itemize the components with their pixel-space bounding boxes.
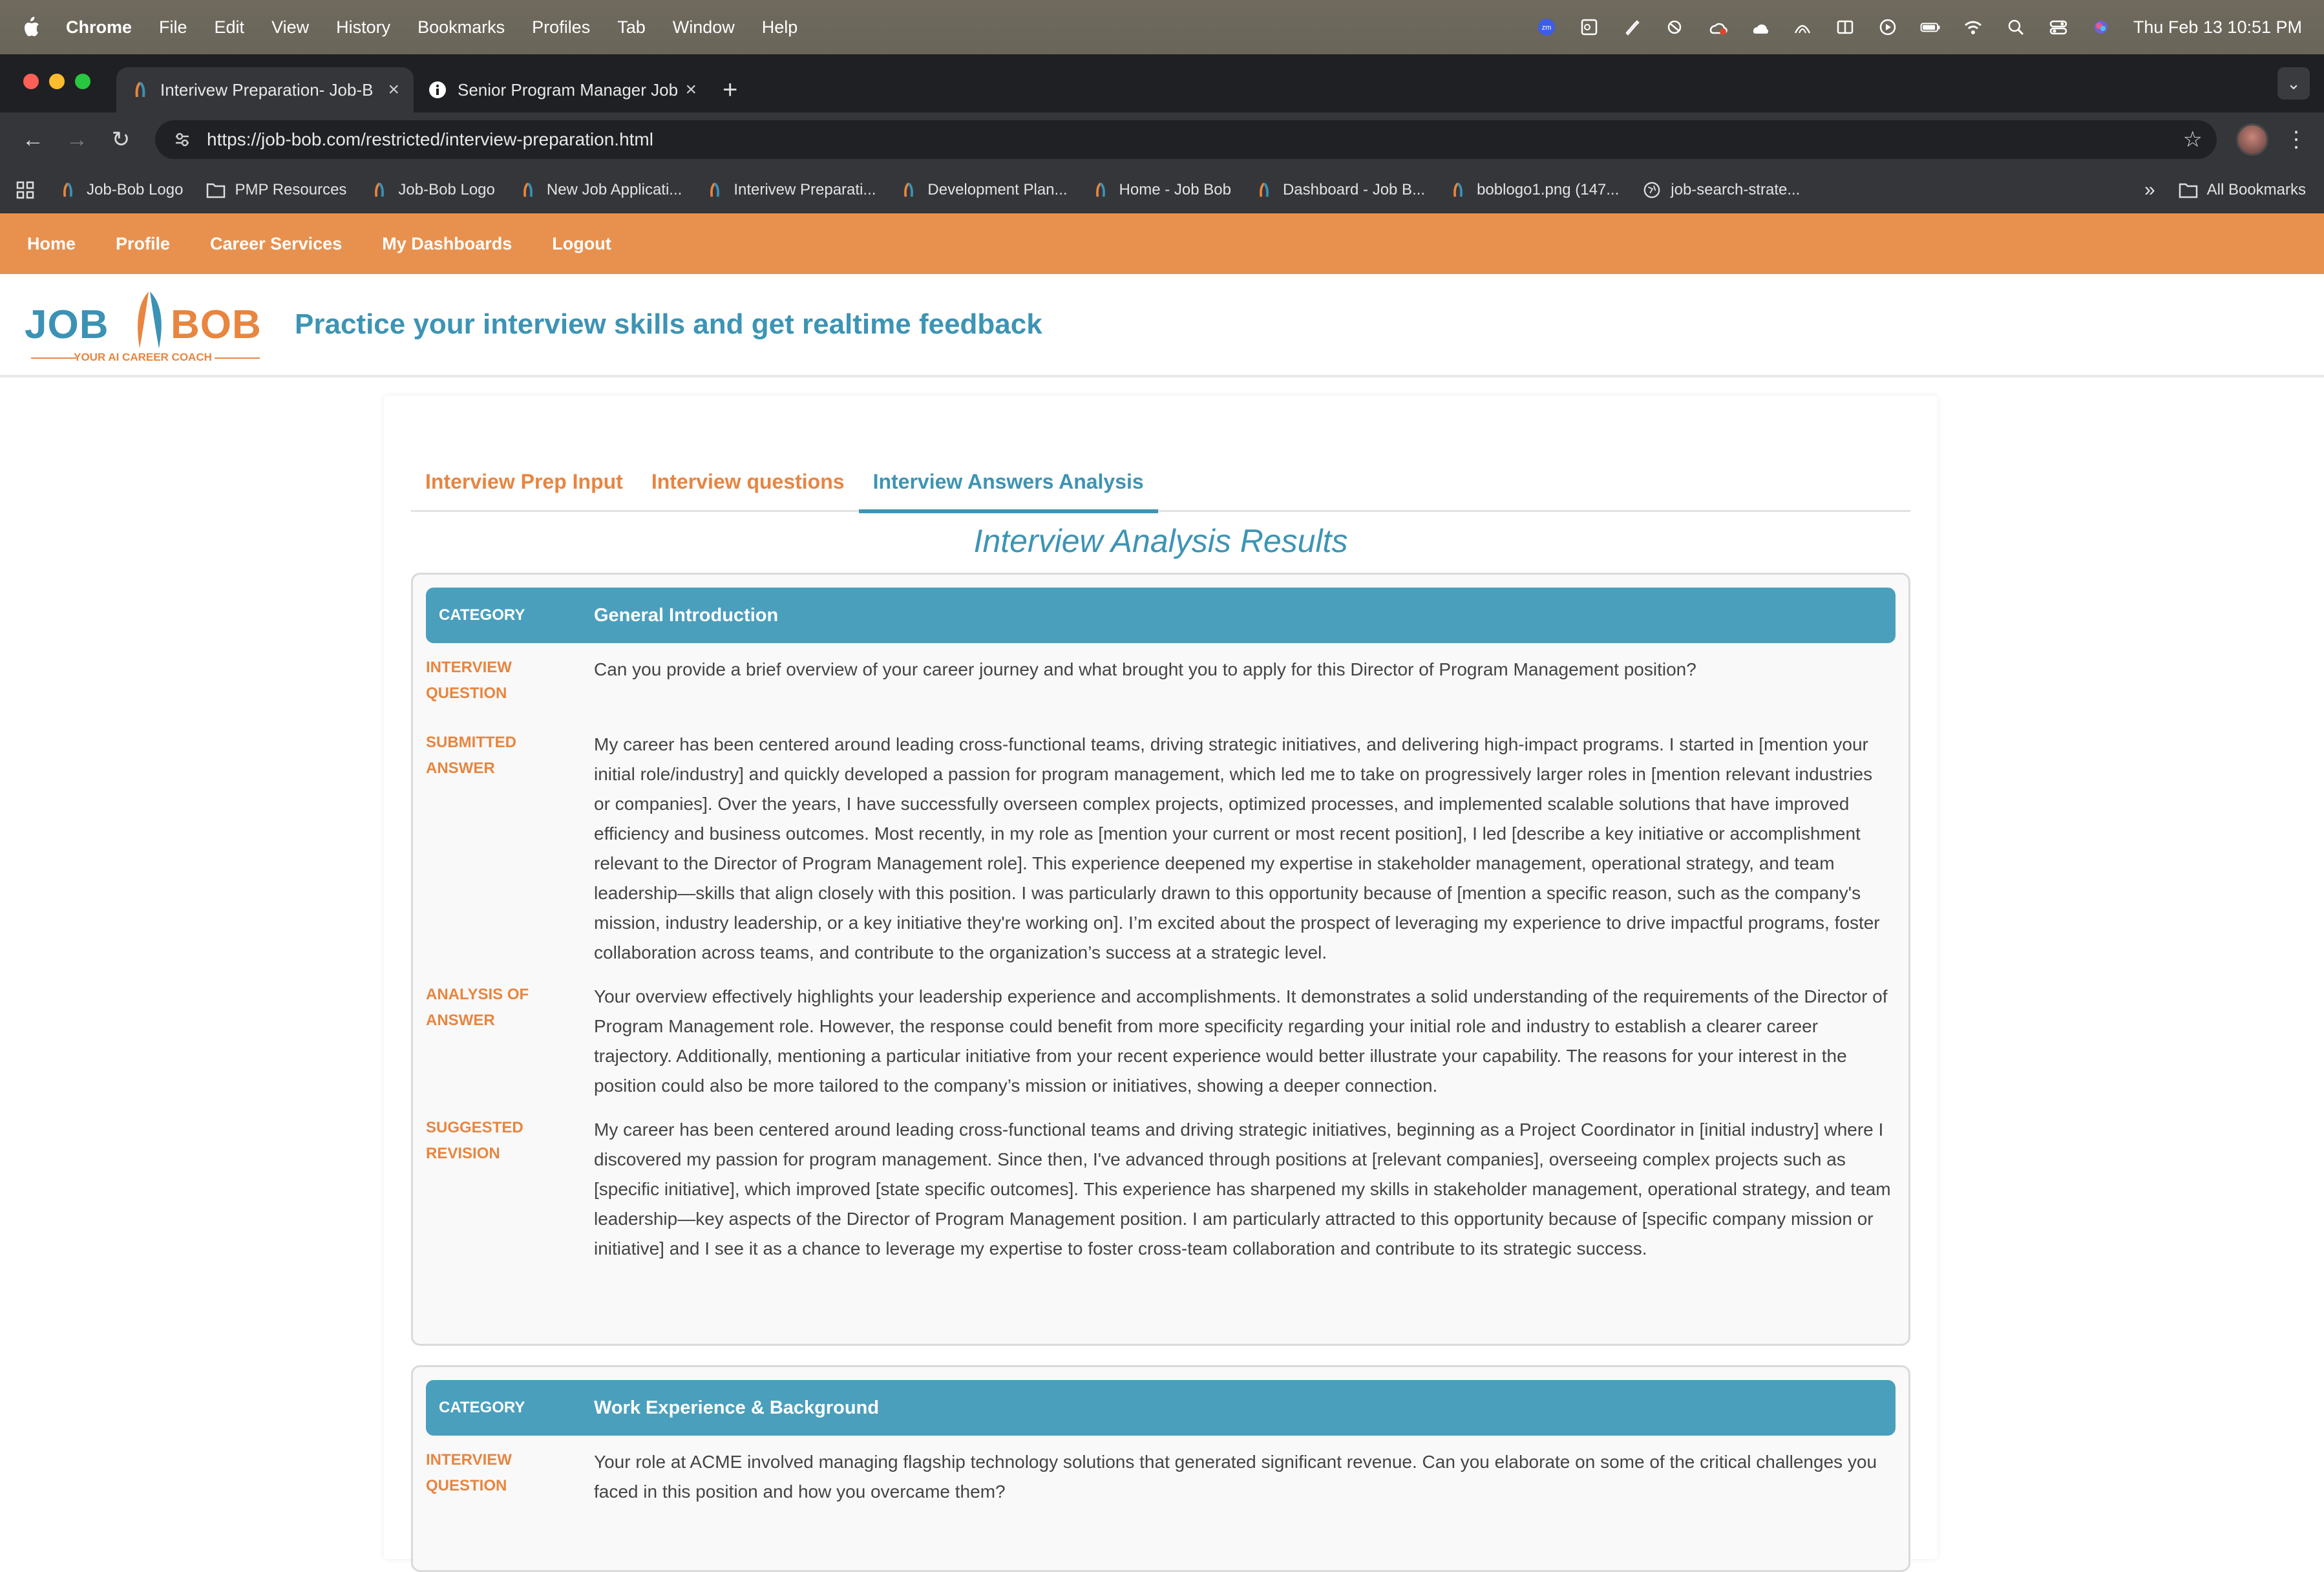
apple-icon[interactable] [22,16,41,38]
bookmark-label: Dashboard - Job B... [1282,180,1426,198]
interview-card [384,396,1938,1559]
bookmark-item[interactable] [518,180,682,200]
analysis-block [411,573,1910,1346]
tab-bar [411,454,1910,512]
jobbob-favicon [518,180,538,200]
page-header [0,274,2324,377]
play-icon[interactable] [1877,17,1898,37]
question-row [413,655,1908,706]
category-label: CATEGORY [439,1399,525,1416]
bookmark-item[interactable] [370,180,494,200]
menu-window[interactable]: Window [672,17,735,37]
spotlight-search-icon[interactable] [2005,17,2026,37]
category-bar [426,1380,1896,1436]
tab-interview-answers-analysis[interactable]: Interview Answers Analysis [859,465,1158,513]
category-value: Work Experience & Background [594,1397,880,1418]
tool-icon[interactable] [1622,17,1642,37]
bookmark-item[interactable] [1448,180,1619,200]
browser-tab-active[interactable] [116,67,414,112]
tab-search-chevron-icon[interactable]: ⌄ [2277,67,2310,100]
logo-tagline: YOUR AI CAREER COACH [74,351,212,363]
profile-avatar[interactable] [2236,123,2268,156]
menu-help[interactable]: Help [761,17,798,37]
address-bar[interactable] [155,120,2217,159]
question-row [413,1447,1908,1507]
jobbob-favicon [370,180,389,200]
forward-arrow-icon[interactable]: → [66,127,88,152]
nav-career-services[interactable]: Career Services [210,233,343,253]
reload-icon[interactable]: ↻ [111,127,131,152]
tab-title: Senior Program Manager Job [458,80,679,100]
siri-icon[interactable] [2091,17,2111,37]
maximize-window-button[interactable] [75,74,90,89]
bookmark-item[interactable] [1254,180,1425,200]
bookmark-item[interactable] [705,180,876,200]
answer-label: SUBMITTED ANSWER [426,734,516,777]
answer-text: My career has been centered around leading cross-functional teams, driving strategic initiatives, and delivering high-impact programs. I started in [mention your initial role/industry] and quickly developed a passion for program management, which led me to take on progressively larger roles in [mention relevant industries or companies]. Over the years, I have successfully overseen complex projects, optimized processes, and implemented scalable solutions that have improved efficiency and business outcomes. Most recently, in my role as [mention your current or most recent position], I led [describe a key initiative or accomplishment relevant to the Director of Program Management role]. This experience deepened my expertise in stakeholder management, operational strategy, and team leadership—skills that align closely with this position. I was particularly drawn to this opportunity because of [mention a specific reason, such as the company's mission, industry leadership, or a key initiative they're working on]. I’m excited about the prospect of leveraging my experience to drive impactful programs, foster collaboration across teams, and contribute to the organization’s success at a strategic level. [594,734,1880,962]
bookmark-item[interactable] [899,180,1067,200]
revision-label: SUGGESTED REVISION [426,1119,523,1162]
question-text: Your role at ACME involved managing flagship technology solutions that generated significant revenue. Can you elaborate on some of the critical challenges you faced in this position and how you overcame them? [594,1452,1877,1502]
window-controls [23,74,90,89]
battery-icon[interactable] [1920,17,1941,37]
back-arrow-icon[interactable]: ← [22,127,44,152]
analysis-text: Your overview effectively highlights your leadership experience and accomplishments. It demonstrates a solid understanding of the requirements of the Director of Program Management role. However, the response could benefit from more specificity regarding your initial role and industry to establish a clearer career trajectory. Additionally, mentioning a particular initiative from your recent experience would better illustrate your capability. The reasons for your interest in the position could also be more tailored to the company’s mission or initiatives, showing a deeper connection. [594,986,1888,1096]
globe-icon [1642,180,1662,200]
tab-interview-questions[interactable]: Interview questions [651,470,845,493]
jobbob-favicon [1254,180,1274,200]
jobbob-favicon [705,180,724,200]
jobbob-favicon [131,80,150,100]
jobbob-favicon [899,180,918,200]
bookmark-star-icon[interactable]: ☆ [2182,127,2203,152]
minimize-window-button[interactable] [49,74,65,89]
menu-profiles[interactable]: Profiles [532,17,591,37]
question-label: INTERVIEW QUESTION [426,659,512,702]
bookmark-label: job-search-strate... [1671,180,1801,198]
bookmark-label: Job-Bob Logo [87,180,184,198]
site-navbar [0,213,2324,274]
close-tab-icon[interactable]: × [685,79,697,100]
revision-row [413,1115,1908,1264]
macos-menubar [0,0,2324,54]
tab-title: Interivew Preparation- Job-B [160,80,374,100]
bookmark-item[interactable] [1642,180,1800,200]
close-window-button[interactable] [23,74,39,89]
new-tab-button[interactable]: + [723,75,738,104]
bookmark-item[interactable] [58,180,183,200]
jobbob-favicon [58,180,78,200]
bookmarks-bar [0,167,2324,213]
folder-icon [206,180,226,200]
jobbob-favicon [1091,180,1110,200]
wifi-icon[interactable] [1963,17,1983,37]
menu-tab[interactable]: Tab [617,17,646,37]
browser-tab-strip [0,54,2324,112]
svg-text:zm: zm [1541,24,1552,32]
nav-my-dashboards[interactable]: My Dashboards [382,233,512,253]
bookmark-label: Home - Job Bob [1119,180,1231,198]
bookmark-label: New Job Applicati... [546,180,682,198]
sync-icon[interactable] [1664,17,1685,37]
bookmark-label: Development Plan... [927,180,1068,198]
logo-leaf-icon [120,289,178,354]
info-icon [428,80,447,100]
jobbob-logo[interactable] [23,282,269,366]
menu-bookmarks[interactable]: Bookmarks [417,17,505,37]
revision-text: My career has been centered around leading cross-functional teams and driving strategic initiatives, beginning as a Project Coordinator in [initial industry] where I discovered my passion for program management. Since then, I've advanced through positions at [relevant companies], overseeing complex projects such as [specific initiative], which improved [state specific outcomes]. This experience has sharpened my skills in stakeholder management, operational strategy, and team leadership—key aspects of the Director of Program Management position. I am particularly attracted to this opportunity because of [specific company mission or initiative] and I see it as a chance to leverage my expertise to foster cross-team collaboration and contribute to its strategic success. [594,1120,1891,1259]
arc-icon[interactable] [1792,17,1813,37]
close-tab-icon[interactable]: × [388,79,399,100]
bookmark-label: Interivew Preparati... [734,180,876,198]
menu-file[interactable]: File [159,17,187,37]
nav-home[interactable]: Home [27,233,76,253]
all-bookmarks-label: All Bookmarks [2206,180,2306,198]
menubar-clock[interactable]: Thu Feb 13 10:51 PM [2133,17,2302,37]
analysis-row [413,982,1908,1101]
analysis-block [411,1365,1910,1572]
control-center-icon[interactable] [2048,17,2069,37]
browser-tab[interactable] [414,67,711,112]
logo-divider [215,357,260,359]
question-label: INTERVIEW QUESTION [426,1451,512,1494]
logo-bob-text: BOB [171,303,262,347]
cloud-icon[interactable] [1749,17,1770,37]
bookmark-label: PMP Resources [235,180,347,198]
all-bookmarks-folder[interactable] [2179,180,2306,200]
tab-interview-prep-input[interactable]: Interview Prep Input [425,470,623,493]
bookmark-label: Job-Bob Logo [398,180,495,198]
zoom-icon[interactable] [1536,17,1557,37]
category-value: General Introduction [594,604,779,626]
split-view-icon[interactable] [1835,17,1855,37]
jobbob-favicon [1448,180,1468,200]
answer-row [413,730,1908,968]
menu-view[interactable]: View [271,17,310,37]
more-menu-icon[interactable]: ⋮ [2285,127,2307,152]
url-text[interactable]: https://job-bob.com/restricted/interview-preparation.html [207,129,653,149]
nav-logout[interactable]: Logout [552,233,611,253]
question-text: Can you provide a brief overview of your career journey and what brought you to apply for this Director of Program Management position? [594,659,1696,679]
bookmark-label: boblogo1.png (147... [1477,180,1620,198]
page-title: Practice your interview skills and get realtime feedback [295,308,1042,340]
browser-toolbar [0,112,2324,167]
category-bar [426,588,1896,643]
apps-grid-icon[interactable] [16,180,35,200]
bookmark-folder[interactable] [206,180,346,200]
creative-cloud-icon[interactable] [1707,17,1727,37]
analysis-label: ANALYSIS OF ANSWER [426,986,529,1029]
menu-history[interactable]: History [336,17,391,37]
site-settings-icon[interactable] [169,127,195,153]
menu-edit[interactable]: Edit [214,17,245,37]
category-label: CATEGORY [439,606,525,624]
folder-icon [2179,180,2198,200]
outlook-icon[interactable] [1579,17,1600,37]
logo-job-text: JOB [25,303,109,347]
nav-profile[interactable]: Profile [116,233,171,253]
bookmark-item[interactable] [1091,180,1231,200]
more-bookmarks-chevron-icon[interactable]: » [2144,178,2155,200]
results-title: Interview Analysis Results [973,523,1348,559]
menu-app-name[interactable]: Chrome [66,17,132,37]
